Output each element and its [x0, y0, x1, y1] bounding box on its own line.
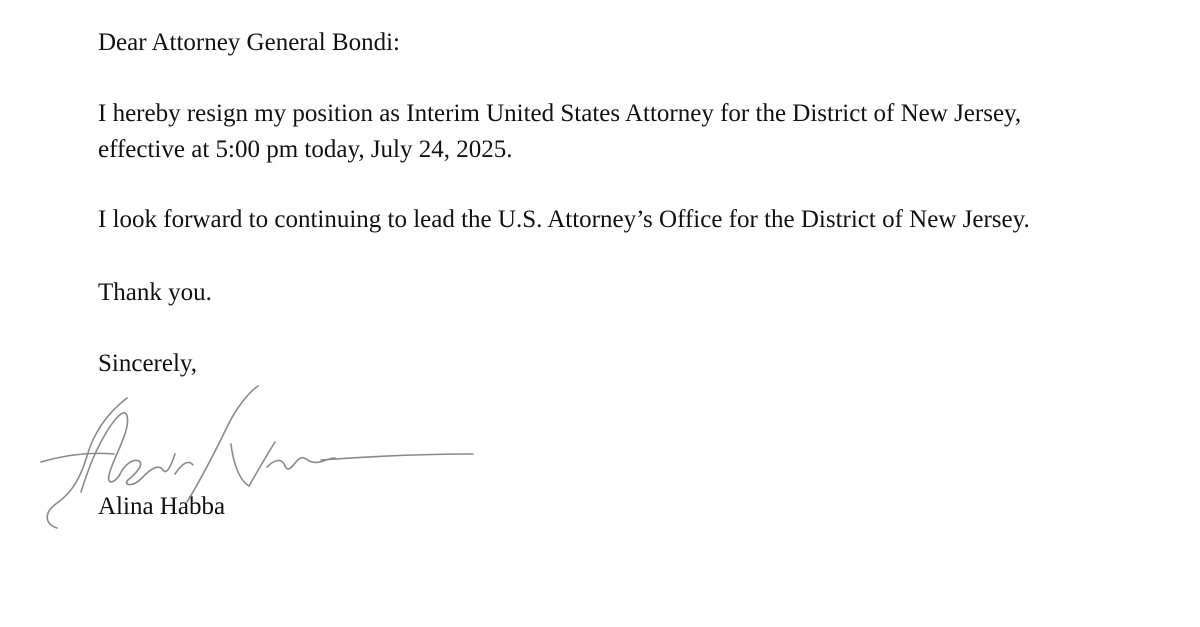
salutation: Dear Attorney General Bondi: — [98, 29, 400, 56]
signer-name: Alina Habba — [98, 493, 226, 520]
resignation-paragraph-line-1: I hereby resign my position as Interim United States Attorney for the District of New Jersey, — [98, 100, 1022, 127]
resignation-paragraph-line-2: effective at 5:00 pm today, July 24, 2025. — [98, 136, 513, 163]
handwritten-signature-icon — [35, 380, 485, 530]
continuation-paragraph: I look forward to continuing to lead the U.S. Attorney’s Office for the District of New Jersey. — [98, 206, 1030, 233]
closing-line: Sincerely, — [98, 350, 198, 377]
thank-you-line: Thank you. — [98, 279, 212, 306]
